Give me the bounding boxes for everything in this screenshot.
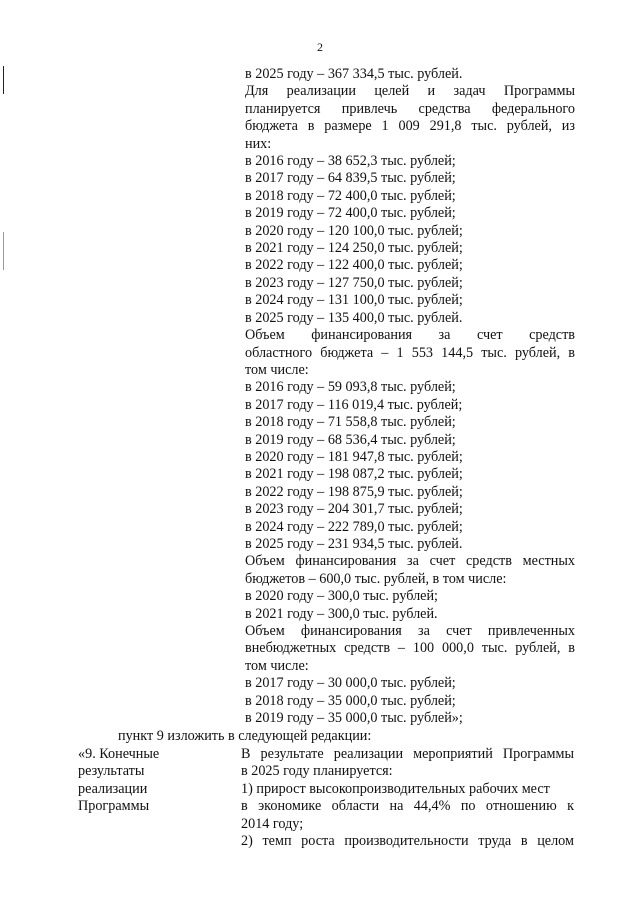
year-line: в 2022 году – 122 400,0 тыс. рублей; — [245, 257, 463, 274]
item9-content — [241, 746, 574, 850]
year-line: в 2022 году – 198 875,9 тыс. рублей; — [245, 483, 463, 500]
year-line: в 2016 году – 38 652,3 тыс. рублей; — [245, 153, 456, 170]
item9-heading — [78, 746, 228, 816]
text-line: внебюджетных средств – 100 000,0 тыс. рублей, в — [245, 640, 575, 657]
item9-heading-line: реализации — [78, 780, 148, 797]
text-line: том числе: — [245, 657, 309, 674]
year-line: в 2019 году – 72 400,0 тыс. рублей; — [245, 205, 456, 222]
year-line: в 2019 году – 35 000,0 тыс. рублей»; — [245, 710, 463, 727]
item9-line: в экономике области на 44,4% по отношению к — [241, 798, 574, 815]
scan-mark — [3, 232, 4, 270]
funding-text-block — [245, 66, 575, 727]
text-line: Объем финансирования за счет средств местных — [245, 553, 575, 570]
year-line: в 2017 году – 116 019,4 тыс. рублей; — [245, 396, 463, 413]
year-line: в 2016 году – 59 093,8 тыс. рублей; — [245, 379, 456, 396]
year-line: в 2017 году – 30 000,0 тыс. рублей; — [245, 675, 456, 692]
item9-line: 1) прирост высокопроизводительных рабочих мест — [241, 780, 550, 797]
text-line: бюджетов – 600,0 тыс. рублей, в том числе: — [245, 570, 507, 587]
page-number: 2 — [317, 40, 323, 54]
text-line: Объем финансирования за счет средств — [245, 327, 575, 344]
year-line: в 2023 году – 204 301,7 тыс. рублей; — [245, 501, 463, 518]
item9-line: 2) темп роста производительности труда в целом — [241, 833, 574, 850]
year-line: в 2021 году – 300,0 тыс. рублей. — [245, 605, 438, 622]
item9-heading-line: «9. Конечные — [78, 746, 160, 762]
year-line: в 2018 году – 72 400,0 тыс. рублей; — [245, 187, 456, 204]
item9-heading-line: результаты — [78, 763, 145, 780]
year-line: в 2024 году – 131 100,0 тыс. рублей; — [245, 292, 463, 309]
year-line: в 2020 году – 300,0 тыс. рублей; — [245, 588, 438, 605]
item9-line: в 2025 году планируется: — [241, 763, 393, 780]
text-line: Объем финансирования за счет привлеченных — [245, 623, 575, 639]
year-line: в 2023 году – 127 750,0 тыс. рублей; — [245, 274, 463, 291]
year-line: в 2025 году – 231 934,5 тыс. рублей. — [245, 535, 463, 552]
text-line: Для реализации целей и задач Программы — [245, 83, 575, 100]
year-line: в 2024 году – 222 789,0 тыс. рублей; — [245, 518, 463, 535]
year-line: в 2018 году – 35 000,0 тыс. рублей; — [245, 692, 456, 709]
year-line: в 2020 году – 181 947,8 тыс. рублей; — [245, 448, 463, 465]
amendment-instruction: пункт 9 изложить в следующей редакции: — [118, 728, 372, 744]
item9-line: 2014 году; — [241, 815, 304, 832]
text-line: них: — [245, 135, 272, 152]
text-line: планируется привлечь средства федерального — [245, 100, 575, 117]
text-line: бюджета в размере 1 009 291,8 тыс. рублей, из — [245, 118, 575, 135]
year-line: в 2018 году – 71 558,8 тыс. рублей; — [245, 414, 456, 431]
year-line: в 2021 году – 124 250,0 тыс. рублей; — [245, 240, 463, 257]
year-line: в 2021 году – 198 087,2 тыс. рублей; — [245, 466, 463, 483]
text-line: областного бюджета – 1 553 144,5 тыс. рублей, в — [245, 344, 575, 361]
scan-mark — [3, 66, 4, 94]
year-line: в 2017 году – 64 839,5 тыс. рублей; — [245, 170, 456, 187]
item9-line: В результате реализации мероприятий Программы — [241, 746, 574, 762]
year-line: в 2019 году – 68 536,4 тыс. рублей; — [245, 431, 456, 448]
text-line: в 2025 году – 367 334,5 тыс. рублей. — [245, 66, 463, 82]
text-line: том числе: — [245, 361, 309, 378]
item9-heading-line: Программы — [78, 798, 150, 815]
year-line: в 2025 году – 135 400,0 тыс. рублей. — [245, 309, 463, 326]
year-line: в 2020 году – 120 100,0 тыс. рублей; — [245, 222, 463, 239]
